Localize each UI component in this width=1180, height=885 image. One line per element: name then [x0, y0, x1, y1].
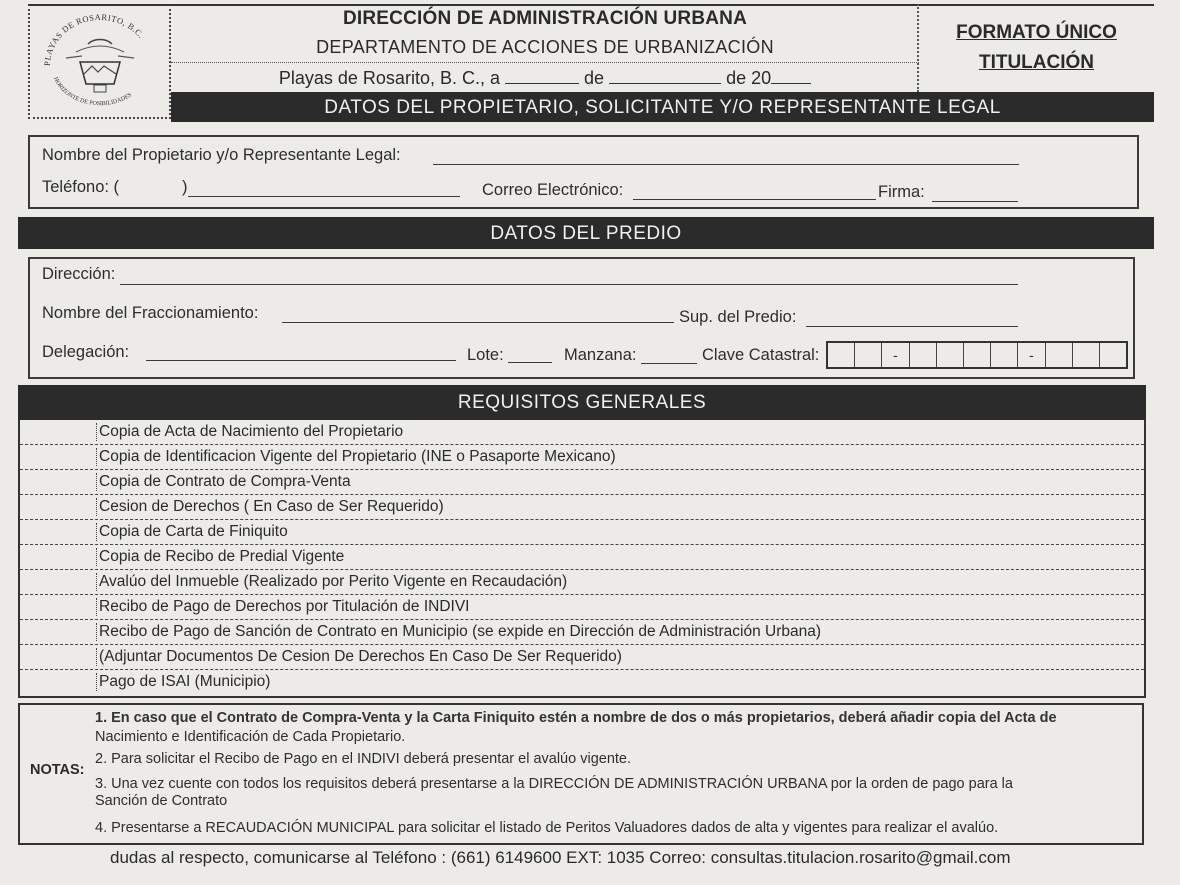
municipal-logo: [28, 4, 171, 119]
list-item[interactable]: (Adjuntar Documentos De Cesion De Derechos En Caso De Ser Requerido): [20, 645, 1144, 670]
key-box[interactable]: [855, 343, 882, 367]
format-label: FORMATO ÚNICO TITULACIÓN: [956, 22, 1117, 73]
phone-field[interactable]: [188, 196, 460, 197]
month-field[interactable]: [609, 69, 721, 84]
email-field[interactable]: [633, 199, 876, 200]
list-item[interactable]: Copia de Contrato de Compra-Venta: [20, 470, 1144, 495]
day-field[interactable]: [505, 69, 579, 84]
svg-text:PLAYAS DE ROSARITO, B.C.: PLAYAS DE ROSARITO, B.C.: [41, 11, 147, 67]
section-heading-property: DATOS DEL PREDIO: [18, 217, 1154, 249]
note-line: 1. En caso que el Contrato de Compra-Venta y la Carta Finiquito estén a nombre de dos o más propietarios, deberá añadir copia del Acta de: [95, 710, 1057, 726]
department-title: DEPARTAMENTO DE ACCIONES DE URBANIZACIÓN: [316, 37, 774, 57]
svg-text:HORIZONTE DE POSIBILIDADES: HORIZONTE DE POSIBILIDADES: [52, 76, 133, 108]
delegation-label: Delegación:: [42, 343, 130, 361]
list-item[interactable]: Copia de Acta de Nacimiento del Propietario: [20, 420, 1144, 445]
block-label: Manzana:: [564, 346, 637, 364]
list-item[interactable]: Recibo de Pago de Sanción de Contrato en Municipio (se expide en Dirección de Administración Urbana): [20, 620, 1144, 645]
block-field[interactable]: [641, 363, 697, 364]
notes-label: NOTAS:: [30, 762, 85, 778]
page-title: DIRECCIÓN DE ADMINISTRACIÓN URBANA: [342, 8, 748, 29]
divider: [171, 62, 919, 63]
owner-name-label: Nombre del Propietario y/o Representante Legal:: [42, 146, 401, 164]
list-item[interactable]: Cesion de Derechos ( En Caso de Ser Requerido): [20, 495, 1144, 520]
requirements-list: [18, 420, 1146, 698]
note-line: Nacimiento e Identificación de Cada Propietario.: [95, 729, 406, 745]
list-item[interactable]: Copia de Identificacion Vigente del Propietario (INE o Pasaporte Mexicano): [20, 445, 1144, 470]
key-box[interactable]: [1073, 343, 1100, 367]
surface-field[interactable]: [806, 326, 1018, 327]
list-item[interactable]: Recibo de Pago de Derechos por Titulación de INDIVI: [20, 595, 1144, 620]
key-box[interactable]: [937, 343, 964, 367]
key-box[interactable]: [991, 343, 1018, 367]
lot-field[interactable]: [508, 362, 552, 363]
contact-footer: dudas al respecto, comunicarse al Teléfono : (661) 6149600 EXT: 1035 Correo: consultas.titulacion.rosarito@gmail.com: [110, 848, 1011, 867]
owner-name-field[interactable]: [433, 164, 1019, 165]
signature-field[interactable]: [932, 201, 1018, 202]
surface-label: Sup. del Predio:: [679, 308, 797, 326]
section-heading-owner: DATOS DEL PROPIETARIO, SOLICITANTE Y/O REPRESENTANTE LEGAL: [171, 92, 1154, 122]
key-box[interactable]: [828, 343, 855, 367]
key-box[interactable]: [964, 343, 991, 367]
key-box[interactable]: [1046, 343, 1073, 367]
list-item[interactable]: Pago de ISAI (Municipio): [20, 670, 1144, 695]
year-field[interactable]: [771, 69, 811, 84]
phone-label: Teléfono: (: [42, 178, 120, 196]
note-line: Sanción de Contrato: [95, 793, 228, 809]
lot-label: Lote:: [467, 346, 504, 364]
note-line: 4. Presentarse a RECAUDACIÓN MUNICIPAL para solicitar el listado de Peritos Valuadores dados de alta y vigentes para realizar el avalúo.: [95, 820, 999, 836]
cadastral-key-boxes[interactable]: [826, 341, 1128, 369]
list-item[interactable]: Copia de Carta de Finiquito: [20, 520, 1144, 545]
email-label: Correo Electrónico:: [482, 181, 624, 199]
address-field[interactable]: [120, 284, 1018, 285]
key-separator: -: [1018, 343, 1045, 367]
cadastral-key-label: Clave Catastral:: [702, 346, 820, 364]
note-line: 2. Para solicitar el Recibo de Pago en el INDIVI deberá presentar el avalúo vigente.: [95, 751, 632, 767]
place-date-line: Playas de Rosarito, B. C., a de de 20: [171, 68, 919, 89]
key-separator: -: [882, 343, 909, 367]
subdivision-label: Nombre del Fraccionamiento:: [42, 304, 259, 322]
subdivision-field[interactable]: [282, 322, 674, 323]
address-label: Dirección:: [42, 265, 116, 283]
key-box[interactable]: [910, 343, 937, 367]
list-item[interactable]: Avalúo del Inmueble (Realizado por Perito Vigente en Recaudación): [20, 570, 1144, 595]
key-box[interactable]: [1100, 343, 1126, 367]
signature-label: Firma:: [878, 183, 925, 201]
list-item[interactable]: Copia de Recibo de Predial Vigente: [20, 545, 1144, 570]
note-line: 3. Una vez cuente con todos los requisitos deberá presentarse a la DIRECCIÓN DE ADMINISTRACIÓN URBANA por la orden de pago para la: [95, 776, 1013, 792]
delegation-field[interactable]: [146, 360, 456, 361]
section-heading-requirements: REQUISITOS GENERALES: [18, 385, 1146, 420]
seal-icon: [36, 10, 164, 118]
